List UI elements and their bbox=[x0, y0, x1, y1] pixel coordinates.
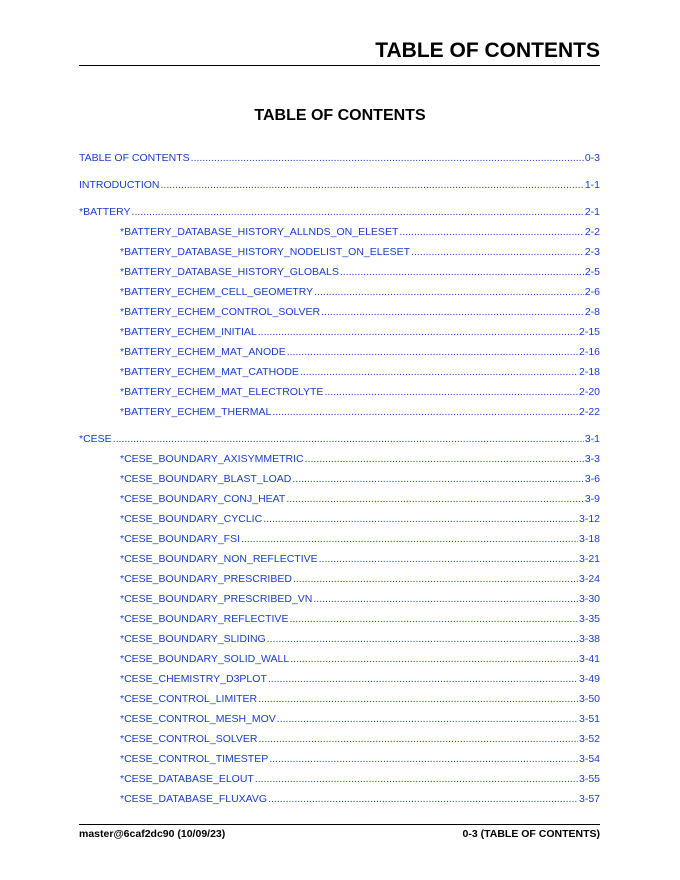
toc-entry-page: 3-35 bbox=[578, 613, 600, 625]
toc-entry-label: *CESE_BOUNDARY_PRESCRIBED_VN bbox=[120, 593, 313, 605]
toc-entry[interactable] bbox=[79, 431, 600, 451]
toc-entry-label: *CESE_BOUNDARY_PRESCRIBED bbox=[120, 573, 292, 585]
toc-entry-page: 2-18 bbox=[578, 366, 600, 378]
toc-dot-leader bbox=[305, 453, 584, 466]
toc-entry[interactable] bbox=[79, 791, 600, 811]
footer-rule bbox=[79, 824, 600, 825]
toc-entry[interactable] bbox=[79, 671, 600, 691]
toc-entry-page: 2-1 bbox=[584, 206, 600, 218]
toc-entry[interactable] bbox=[79, 711, 600, 731]
toc-entry-page: 3-49 bbox=[578, 673, 600, 685]
toc-dot-leader bbox=[313, 593, 578, 606]
toc-dot-leader bbox=[113, 433, 584, 446]
toc-entry-page: 3-50 bbox=[578, 693, 600, 705]
toc-dot-leader bbox=[290, 653, 578, 666]
toc-entry[interactable] bbox=[79, 691, 600, 711]
toc-dot-leader bbox=[411, 246, 584, 259]
toc-entry[interactable] bbox=[79, 551, 600, 571]
toc-entry-page: 2-15 bbox=[578, 326, 600, 338]
toc-entry-label: *CESE_CHEMISTRY_D3PLOT bbox=[120, 673, 267, 685]
toc-dot-leader bbox=[340, 266, 584, 279]
toc-dot-leader bbox=[269, 753, 578, 766]
toc-entry[interactable] bbox=[79, 531, 600, 551]
toc-entry-label: *CESE_BOUNDARY_SOLID_WALL bbox=[120, 653, 290, 665]
toc-entry-page: 3-1 bbox=[584, 433, 600, 445]
toc-list bbox=[79, 150, 600, 811]
toc-entry-page: 3-18 bbox=[578, 533, 600, 545]
toc-dot-leader bbox=[292, 473, 583, 486]
toc-entry-label: *BATTERY_ECHEM_CONTROL_SOLVER bbox=[120, 306, 321, 318]
toc-dot-leader bbox=[268, 793, 578, 806]
toc-entry-label: *CESE_BOUNDARY_CONJ_HEAT bbox=[120, 493, 286, 505]
toc-dot-leader bbox=[132, 206, 584, 219]
toc-dot-leader bbox=[272, 406, 578, 419]
toc-entry-page: 2-2 bbox=[584, 226, 600, 238]
toc-dot-leader bbox=[319, 553, 578, 566]
running-header: TABLE OF CONTENTS bbox=[375, 39, 600, 62]
toc-entry-label: *CESE_DATABASE_FLUXAVG bbox=[120, 793, 268, 805]
toc-dot-leader bbox=[399, 226, 583, 239]
toc-dot-leader bbox=[293, 573, 578, 586]
toc-entry[interactable] bbox=[79, 244, 600, 264]
toc-dot-leader bbox=[259, 733, 578, 746]
toc-dot-leader bbox=[258, 693, 578, 706]
toc-entry[interactable] bbox=[79, 404, 600, 424]
toc-entry[interactable] bbox=[79, 631, 600, 651]
toc-entry[interactable] bbox=[79, 511, 600, 531]
toc-dot-leader bbox=[268, 673, 578, 686]
toc-entry-label: *BATTERY_DATABASE_HISTORY_NODELIST_ON_ELESET bbox=[120, 246, 411, 258]
toc-entry-label: *BATTERY_DATABASE_HISTORY_GLOBALS bbox=[120, 266, 339, 278]
toc-entry[interactable] bbox=[79, 731, 600, 751]
toc-dot-leader bbox=[324, 386, 578, 399]
toc-entry-page: 2-3 bbox=[584, 246, 600, 258]
toc-dot-leader bbox=[263, 513, 578, 526]
footer-version: master@6caf2dc90 (10/09/23) bbox=[79, 828, 226, 840]
toc-dot-leader bbox=[286, 493, 583, 506]
toc-entry-page: 2-16 bbox=[578, 346, 600, 358]
toc-dot-leader bbox=[191, 152, 584, 165]
toc-entry[interactable] bbox=[79, 177, 600, 197]
toc-entry[interactable] bbox=[79, 751, 600, 771]
toc-entry-label: *CESE_CONTROL_SOLVER bbox=[120, 733, 258, 745]
toc-entry-label: *CESE_CONTROL_MESH_MOV bbox=[120, 713, 276, 725]
toc-entry-page: 0-3 bbox=[584, 152, 600, 164]
toc-entry[interactable] bbox=[79, 451, 600, 471]
toc-entry-label: *BATTERY_DATABASE_HISTORY_ALLNDS_ON_ELESET bbox=[120, 226, 399, 238]
toc-entry[interactable] bbox=[79, 364, 600, 384]
toc-entry-label: *CESE_BOUNDARY_REFLECTIVE bbox=[120, 613, 289, 625]
toc-dot-leader bbox=[277, 713, 578, 726]
toc-entry-page: 3-55 bbox=[578, 773, 600, 785]
toc-entry[interactable] bbox=[79, 150, 600, 170]
toc-entry[interactable] bbox=[79, 324, 600, 344]
toc-entry-page: 3-41 bbox=[578, 653, 600, 665]
toc-dot-leader bbox=[161, 179, 584, 192]
toc-entry-page: 2-8 bbox=[584, 306, 600, 318]
toc-entry[interactable] bbox=[79, 384, 600, 404]
toc-entry-label: *CESE_DATABASE_ELOUT bbox=[120, 773, 254, 785]
toc-entry-label: *CESE_CONTROL_LIMITER bbox=[120, 693, 258, 705]
toc-entry-page: 3-9 bbox=[584, 493, 600, 505]
toc-dot-leader bbox=[321, 306, 584, 319]
toc-entry-label: *BATTERY_ECHEM_INITIAL bbox=[120, 326, 257, 338]
toc-dot-leader bbox=[255, 773, 578, 786]
toc-dot-leader bbox=[258, 326, 578, 339]
toc-entry[interactable] bbox=[79, 651, 600, 671]
toc-entry-page: 3-38 bbox=[578, 633, 600, 645]
toc-entry[interactable] bbox=[79, 491, 600, 511]
toc-dot-leader bbox=[289, 613, 578, 626]
toc-entry-page: 3-54 bbox=[578, 753, 600, 765]
toc-entry-label: INTRODUCTION bbox=[79, 179, 160, 191]
toc-entry-label: *BATTERY_ECHEM_MAT_ANODE bbox=[120, 346, 286, 358]
toc-entry-page: 2-20 bbox=[578, 386, 600, 398]
toc-entry-page: 3-21 bbox=[578, 553, 600, 565]
toc-entry[interactable] bbox=[79, 284, 600, 304]
toc-entry-page: 3-57 bbox=[578, 793, 600, 805]
toc-dot-leader bbox=[241, 533, 578, 546]
toc-entry-page: 1-1 bbox=[584, 179, 600, 191]
toc-entry[interactable] bbox=[79, 204, 600, 224]
toc-entry-page: 2-22 bbox=[578, 406, 600, 418]
toc-entry-page: 3-12 bbox=[578, 513, 600, 525]
toc-entry[interactable] bbox=[79, 611, 600, 631]
toc-entry-label: *CESE_BOUNDARY_CYCLIC bbox=[120, 513, 263, 525]
toc-entry-page: 3-52 bbox=[578, 733, 600, 745]
toc-entry-page: 3-51 bbox=[578, 713, 600, 725]
toc-entry-label: *CESE_BOUNDARY_FSI bbox=[120, 533, 241, 545]
toc-entry-label: *BATTERY_ECHEM_MAT_CATHODE bbox=[120, 366, 299, 378]
toc-entry-label: TABLE OF CONTENTS bbox=[79, 152, 190, 164]
toc-entry[interactable] bbox=[79, 771, 600, 791]
toc-entry-page: 2-6 bbox=[584, 286, 600, 298]
toc-entry-page: 2-5 bbox=[584, 266, 600, 278]
header-rule bbox=[79, 65, 600, 66]
toc-entry-page: 3-3 bbox=[584, 453, 600, 465]
toc-entry-label: *CESE_CONTROL_TIMESTEP bbox=[120, 753, 269, 765]
toc-entry-label: *CESE_BOUNDARY_BLAST_LOAD bbox=[120, 473, 292, 485]
toc-entry[interactable] bbox=[79, 344, 600, 364]
toc-dot-leader bbox=[287, 346, 578, 359]
toc-entry-label: *CESE_BOUNDARY_AXISYMMETRIC bbox=[120, 453, 304, 465]
toc-entry-page: 3-24 bbox=[578, 573, 600, 585]
toc-entry[interactable] bbox=[79, 264, 600, 284]
page-title: TABLE OF CONTENTS bbox=[254, 107, 426, 124]
toc-dot-leader bbox=[267, 633, 578, 646]
footer-page-ref: 0-3 (TABLE OF CONTENTS) bbox=[462, 828, 600, 840]
toc-entry-page: 3-30 bbox=[578, 593, 600, 605]
toc-entry[interactable] bbox=[79, 224, 600, 244]
toc-entry[interactable] bbox=[79, 591, 600, 611]
toc-entry-label: *CESE_BOUNDARY_SLIDING bbox=[120, 633, 266, 645]
toc-entry-label: *CESE_BOUNDARY_NON_REFLECTIVE bbox=[120, 553, 318, 565]
toc-entry-label: *BATTERY bbox=[79, 206, 131, 218]
toc-dot-leader bbox=[300, 366, 578, 379]
toc-entry-label: *BATTERY_ECHEM_MAT_ELECTROLYTE bbox=[120, 386, 324, 398]
toc-entry-label: *BATTERY_ECHEM_CELL_GEOMETRY bbox=[120, 286, 314, 298]
toc-entry-page: 3-6 bbox=[584, 473, 600, 485]
toc-entry[interactable] bbox=[79, 471, 600, 491]
toc-entry-label: *CESE bbox=[79, 433, 112, 445]
toc-dot-leader bbox=[314, 286, 584, 299]
toc-entry[interactable] bbox=[79, 304, 600, 324]
toc-entry-label: *BATTERY_ECHEM_THERMAL bbox=[120, 406, 272, 418]
toc-entry[interactable] bbox=[79, 571, 600, 591]
